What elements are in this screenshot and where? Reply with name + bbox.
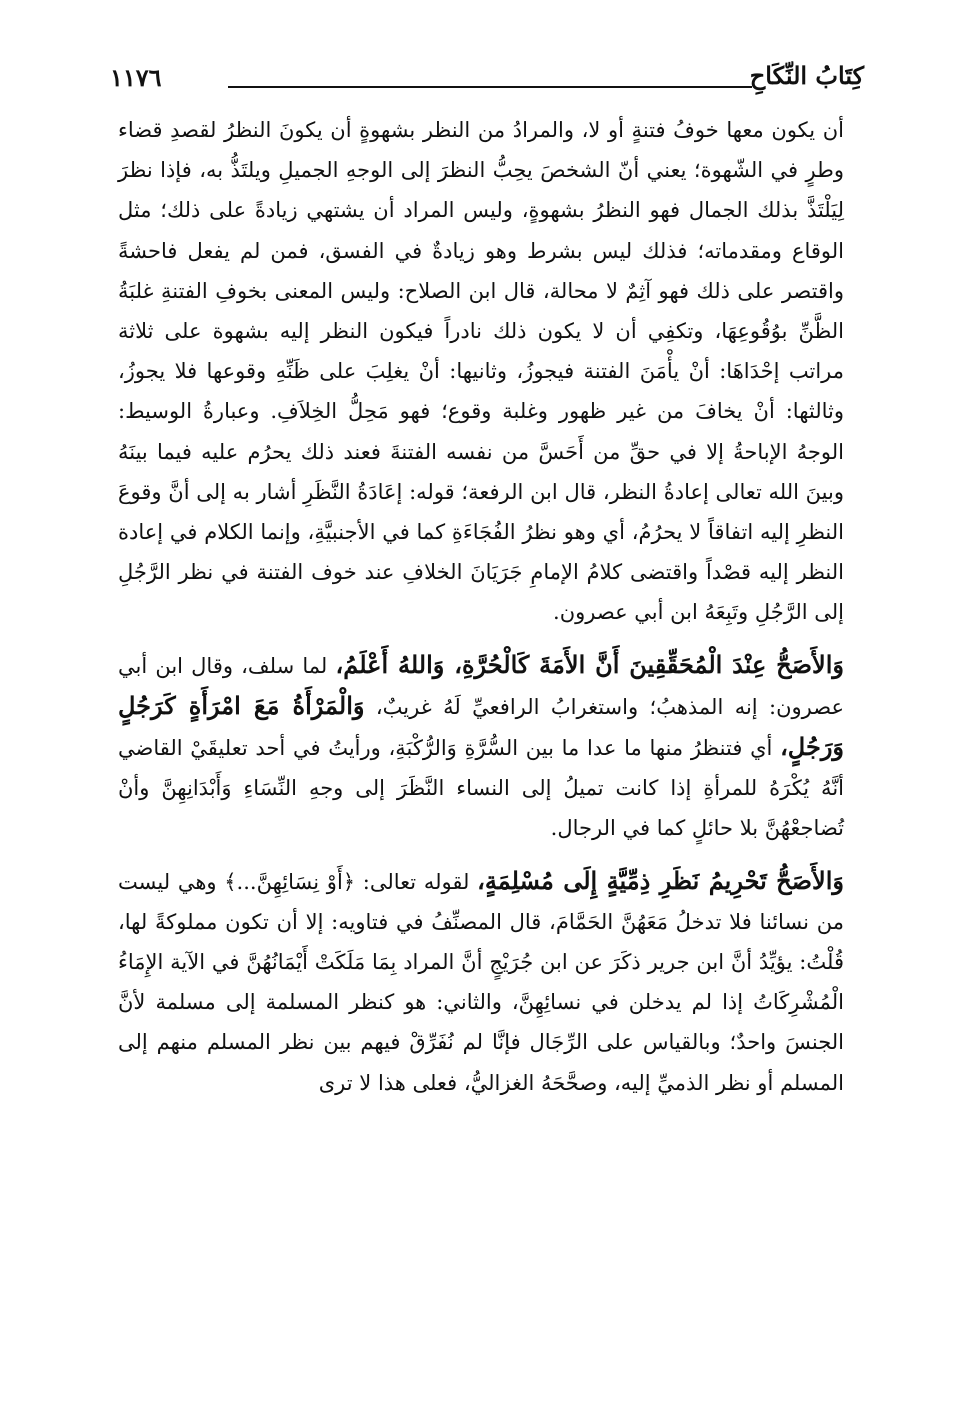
matn-text: وَالأَصَحُّ عِنْدَ الْمُحَقِّقِينَ أَنَّ الأَمَةَ كَالْحُرَّةِ، وَاللهُ أَعْلَمُ،: [335, 649, 844, 679]
matn-text: وَالْمَرْأَةُ مَعَ امْرَأَةٍ كَرَجُلٍ وَرَجُلٍ،: [118, 690, 844, 762]
commentary-text: لما سلف، وقال ابن أبي عصرون: إنه المذهبُ؛ واستغرابُ الرافعيِّ لَهُ غريبٌ،: [118, 653, 844, 719]
page-number: ١١٧٦: [110, 63, 162, 92]
commentary-text: أي فتنظرُ منها ما عدا ما بين السُّرَّةِ وَالرُّكْبَةِ، ورأيتُ في أحد تعليقَيْ القاضي أنَّهُ يُكْرَهُ للمرأةِ إذا كانت تميلُ إلى النساء النَّظَرَ إلى وجهِ النِّسَاءِ وَأَبْدَانِهِنَّ وأنْ تُضاجعْهُنَّ بلا حائلٍ كما في الرجال.: [118, 736, 844, 841]
paragraph-dhimmi-ruling: [118, 861, 844, 1103]
commentary-text: أن يكون معها خوفُ فتنةٍ أو لا، والمرادُ من النظر بشهوةٍ أن يكونَ النظرُ لقصدِ قضاء وطرٍ في الشّهوة؛ يعني أنّ الشخصَ يحِبُّ النظرَ إلى الوجهِ الجميلِ ويلتَذُّ به، فإذا نظرَ لِيَلْتَذَّ بذلك الجمال فهو النظرُ بشهوةٍ، وليس المراد أن يشتهي زيادةً على ذلك؛ مثل الوقاع ومقدماته؛ فذلك ليس بشرط وهو زيادةٌ في الفسق، فمن لم يفعل فاحشةً واقتصر على ذلك فهو آثِمٌ لا محالة، قال ابن الصلاح: وليس المعنى بخوفِ الفتنةِ غلبَةُ الظَّنِّ بوُقُوعِهَا، وتكفِي أن لا يكون ذلك نادراً فيكون النظر إليه بشهوة على ثلاثة مراتب إحْدَاهَا: أنْ يأْمَنَ الفتنة فيجوزُ، وثانيها: أنْ يغلِبَ على ظَنِّهِ وقوعها فلا يجوزُ، وثالثها: أنْ يخافَ من غير ظهور وغلبة وقوع؛ فهو مَحِلُّ الخِلاَفِ. وعبارةُ الوسيط: الوجهُ الإباحةُ إلا في حقِّ من أَحَسَّ من نفسه الفتنةَ فعند ذلك يحرُم عليه فيما بينَهُ وبينَ الله تعالى إعادةُ النظر، قال ابن الرفعة؛ قوله: إعَادَةُ النَّظَرِ أشار به إلى أنَّ وقوعَ النظرِ إليه اتفاقاً لا يحرُمُ، أي وهو نظرُ الفُجَاءَةِ كما في الأجنبيَّةِ، وإنما الكلام في إعادة النظر إليه قصْداً واقتضى كلامُ الإمامِ جَرَيَانَ الخلافِ عند خوف الفتنة في نظر الرَّجُلِ إلى الرَّجُلِ وتَبِعَهُ ابن أبي عصرون.: [118, 118, 844, 625]
matn-text: وَالأَصَحُّ تَحْرِيمُ نَظَرِ ذِمِّيَّةٍ إِلَى مُسْلِمَةٍ،: [477, 865, 844, 895]
commentary-text: لقوله تعالى: ﴿أَوْ نِسَائِهِنَّ...﴾ وهي ليست من نسائنا فلا تدخلُ مَعَهُنَّ الحَمَّامَ، قال المصنِّفُ في فتاويه: إلا أن تكون مملوكةً لها، قُلْتُ: يؤيِّدُ أنَّ ابن جرير ذكَرَ عن ابن جُرَيْجٍ أنَّ المراد بِمَا مَلَكَتْ أَيْمَانُهُنَّ في الآية الإِمَاءُ الْمُشْرِكَاتُ إذا لم يدخلن في نسائِهِنَّ، والثاني: هو كنظر المسلمة إلى مسلمة لأنَّ الجنسَ واحدٌ؛ وبالقياس على الرِّجَال فإنَّا لم نُفَرِّقْ فيهم بين نظر المسلم منهم إلى المسلم أو نظر الذميِّ إليه، وصحَّحَهُ الغزاليُّ، فعلى هذا لا ترى: [118, 869, 844, 1095]
body-text: [118, 110, 844, 1103]
running-title: كِتَابُ النِّكَاحِ: [749, 61, 864, 90]
header-rule: [228, 86, 752, 88]
page-header: [110, 58, 864, 98]
paragraph-slave-woman-ruling: [118, 645, 844, 849]
paragraph-commentary-1: [118, 110, 844, 633]
